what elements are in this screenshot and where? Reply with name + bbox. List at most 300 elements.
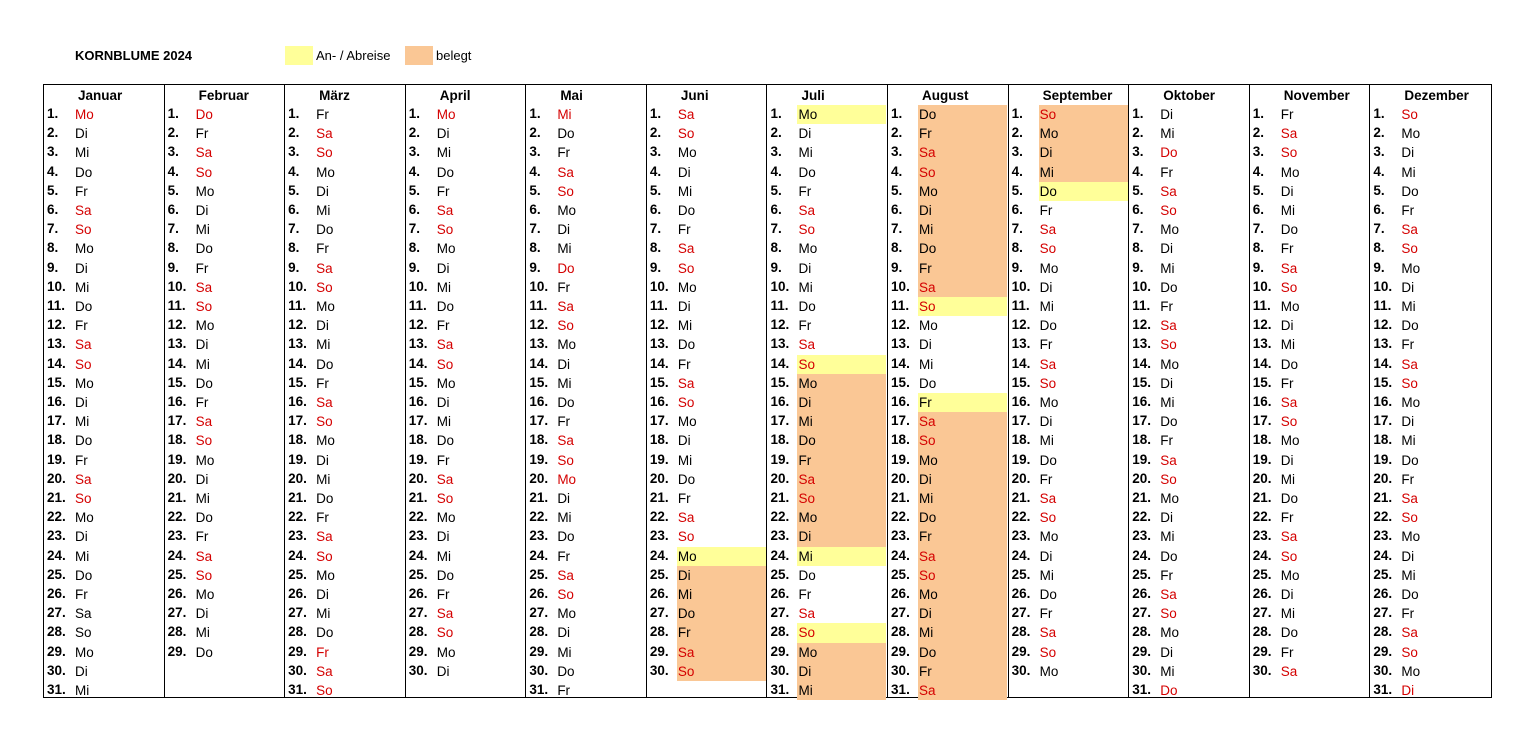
weekday-label: Mo	[918, 182, 1007, 201]
day-number: 9.	[288, 259, 300, 275]
day-number: 28.	[1011, 624, 1031, 640]
day-row	[767, 547, 887, 566]
day-number: 20.	[47, 470, 66, 486]
day-row	[526, 316, 646, 335]
day-row	[767, 105, 887, 124]
day-row	[285, 297, 405, 316]
day-number: 30.	[891, 662, 910, 678]
weekday-label: Mi	[75, 145, 90, 161]
weekday-label: Mi	[798, 279, 813, 295]
day-number: 31.	[770, 682, 790, 697]
day-row	[44, 681, 164, 700]
day-row	[1009, 201, 1129, 220]
weekday-label: Di	[1160, 241, 1173, 257]
day-number: 30.	[408, 662, 428, 678]
day-number: 30.	[1373, 662, 1393, 678]
day-row	[406, 662, 526, 681]
day-row	[647, 201, 767, 220]
weekday-label: Di	[436, 663, 450, 679]
day-row	[285, 163, 405, 182]
weekday-label: Do	[1401, 183, 1419, 199]
day-number: 12.	[47, 317, 66, 333]
day-row	[647, 470, 767, 489]
day-number: 21.	[288, 490, 307, 505]
day-number: 1.	[167, 106, 179, 121]
day-row	[285, 412, 405, 431]
day-number: 10.	[1011, 278, 1031, 294]
weekday-label: Di	[436, 126, 450, 142]
weekday-label: So	[1401, 241, 1418, 257]
weekday-label: Fr	[677, 222, 691, 238]
weekday-label: So	[797, 489, 886, 508]
day-row	[1370, 124, 1491, 143]
day-row	[767, 604, 887, 623]
weekday-label: So	[1160, 203, 1177, 218]
day-number: 17.	[891, 413, 910, 429]
day-number: 18.	[770, 432, 790, 448]
day-number: 16.	[891, 394, 910, 409]
day-row	[1009, 355, 1129, 374]
day-row	[1250, 431, 1370, 450]
day-row	[165, 163, 285, 182]
day-number: 12.	[1132, 317, 1151, 333]
day-number: 23.	[1373, 528, 1393, 544]
day-number: 5.	[1252, 182, 1265, 198]
day-number: 31.	[288, 682, 307, 697]
weekday-label: Mo	[1160, 491, 1179, 506]
day-row	[767, 297, 887, 316]
day-number: 22.	[1132, 509, 1151, 525]
day-number: 9.	[1011, 259, 1023, 275]
day-number: 8.	[1011, 240, 1023, 256]
day-row	[44, 585, 164, 604]
weekday-label: Di	[557, 222, 571, 238]
day-number: 1.	[649, 106, 662, 121]
weekday-label: Sa	[677, 643, 766, 662]
day-row	[165, 278, 285, 297]
day-number: 10.	[1373, 278, 1393, 294]
weekday-label: Mi	[1280, 337, 1296, 353]
weekday-label: Di	[436, 395, 450, 410]
day-number: 12.	[167, 317, 187, 333]
day-number: 26.	[167, 586, 187, 601]
weekday-label: Di	[195, 606, 209, 622]
day-number: 16.	[1011, 394, 1031, 409]
weekday-label: So	[1401, 107, 1418, 122]
day-row	[526, 508, 646, 527]
weekday-label: Mi	[677, 183, 693, 199]
day-number: 7.	[770, 221, 782, 237]
weekday-label: Sa	[316, 126, 333, 142]
day-number: 27.	[891, 605, 910, 621]
day-number: 18.	[1252, 432, 1272, 448]
weekday-label: Di	[1039, 279, 1053, 295]
day-number: 23.	[408, 528, 428, 544]
weekday-label: Di	[677, 164, 691, 180]
weekday-label: Di	[316, 318, 329, 334]
day-row	[1129, 316, 1249, 335]
weekday-label: Mo	[436, 644, 456, 660]
day-number: 29.	[1252, 643, 1272, 659]
day-row	[888, 623, 1008, 642]
weekday-label: Sa	[798, 337, 815, 353]
day-number: 11.	[1252, 298, 1271, 313]
day-row	[1129, 623, 1249, 642]
day-number: 14.	[408, 355, 428, 371]
day-row	[165, 451, 285, 470]
day-row	[1250, 335, 1370, 354]
weekday-label: Do	[195, 510, 213, 526]
weekday-label: Sa	[1039, 491, 1057, 506]
day-number: 7.	[1011, 221, 1023, 237]
weekday-label: Sa	[195, 145, 213, 161]
day-number: 11.	[770, 298, 789, 313]
day-row	[1129, 335, 1249, 354]
day-row	[1370, 143, 1491, 162]
day-number: 20.	[770, 470, 790, 486]
weekday-label: Do	[1039, 182, 1128, 201]
day-number: 19.	[770, 451, 790, 467]
day-row	[767, 143, 887, 162]
weekday-label: Mo	[798, 241, 818, 257]
day-row	[647, 355, 767, 374]
weekday-label: Mi	[1280, 471, 1296, 487]
day-row	[406, 508, 526, 527]
weekday-label: So	[1039, 105, 1128, 124]
day-number: 15.	[1252, 374, 1272, 390]
day-number: 26.	[47, 586, 66, 601]
weekday-label: So	[75, 491, 92, 506]
day-row	[526, 489, 646, 508]
day-row	[888, 470, 1008, 489]
day-number: 18.	[408, 432, 428, 448]
day-row	[647, 431, 767, 450]
day-number: 7.	[288, 221, 300, 237]
day-row	[647, 316, 767, 335]
day-row	[44, 566, 164, 585]
day-number: 19.	[47, 451, 66, 467]
weekday-label: Do	[436, 164, 454, 180]
day-row	[1129, 681, 1249, 700]
day-row	[526, 431, 646, 450]
day-row	[165, 470, 285, 489]
day-row	[888, 412, 1008, 431]
day-number: 9.	[529, 259, 541, 275]
day-row	[44, 643, 164, 662]
weekday-label: Mo	[195, 183, 215, 199]
weekday-label: Fr	[797, 451, 886, 470]
day-row	[767, 316, 887, 335]
weekday-label: So	[436, 625, 454, 641]
day-number: 3.	[1373, 144, 1385, 160]
weekday-label: Fr	[1280, 375, 1294, 391]
day-row	[1009, 527, 1129, 546]
day-number: 25.	[649, 566, 669, 582]
day-row	[526, 163, 646, 182]
day-row	[647, 163, 767, 182]
day-number: 5.	[891, 182, 903, 198]
weekday-label: So	[316, 414, 333, 430]
weekday-label: Di	[316, 452, 329, 468]
day-number: 11.	[167, 298, 186, 313]
weekday-label: Mi	[1401, 567, 1416, 583]
weekday-label: Do	[316, 356, 334, 372]
weekday-label: Do	[1039, 452, 1057, 468]
weekday-label: Do	[436, 299, 454, 314]
weekday-label: So	[918, 431, 1007, 450]
day-row	[1370, 451, 1491, 470]
day-number: 15.	[408, 374, 428, 390]
day-number: 31.	[1373, 682, 1393, 697]
day-row	[165, 124, 285, 143]
day-number: 8.	[770, 240, 782, 256]
weekday-label: Mi	[677, 318, 693, 334]
day-number: 17.	[288, 413, 307, 429]
day-number: 13.	[770, 336, 790, 352]
weekday-label: So	[195, 299, 213, 314]
day-row	[1370, 201, 1491, 220]
day-number: 13.	[891, 336, 910, 352]
day-number: 13.	[529, 336, 549, 352]
month-column	[647, 85, 768, 697]
day-number: 21.	[770, 490, 790, 505]
day-number: 25.	[770, 566, 790, 582]
day-row	[767, 239, 887, 258]
day-number: 24.	[47, 547, 66, 563]
day-number: 6.	[167, 202, 179, 217]
weekday-label: Mi	[1039, 567, 1054, 583]
weekday-label: Fr	[1039, 203, 1053, 218]
weekday-label: Do	[557, 529, 575, 545]
weekday-label: Fr	[316, 644, 329, 660]
weekday-label: Di	[918, 201, 1007, 220]
day-number: 10.	[1252, 278, 1272, 294]
weekday-label: Mi	[195, 625, 210, 641]
weekday-label: Mi	[677, 585, 766, 604]
weekday-label: Mo	[557, 606, 577, 622]
day-number: 24.	[1373, 547, 1393, 563]
day-number: 14.	[47, 355, 66, 371]
day-number: 19.	[649, 451, 669, 467]
day-row	[1250, 278, 1370, 297]
day-number: 16.	[1132, 394, 1151, 409]
day-row	[888, 278, 1008, 297]
weekday-label: Mi	[316, 337, 331, 353]
day-row	[1009, 489, 1129, 508]
day-number: 18.	[1011, 432, 1031, 448]
day-number: 25.	[408, 566, 428, 582]
day-row	[44, 316, 164, 335]
weekday-label: Mi	[797, 547, 886, 566]
day-row	[1009, 182, 1129, 201]
day-row	[1370, 643, 1491, 662]
day-row	[888, 163, 1008, 182]
day-row	[888, 335, 1008, 354]
day-row	[888, 259, 1008, 278]
weekday-label: Mi	[316, 606, 331, 622]
weekday-label: Do	[1280, 491, 1299, 506]
day-number: 17.	[1011, 413, 1031, 429]
day-number: 21.	[891, 490, 910, 505]
weekday-label: So	[1280, 279, 1298, 295]
day-number: 4.	[529, 163, 541, 179]
day-number: 25.	[1252, 566, 1272, 582]
day-row	[44, 508, 164, 527]
day-row	[1370, 335, 1491, 354]
page-title: KORNBLUME 2024	[75, 48, 193, 63]
day-row	[767, 124, 887, 143]
day-row	[647, 297, 767, 316]
day-number: 5.	[408, 182, 420, 198]
day-number: 19.	[1373, 451, 1393, 467]
weekday-label: Fr	[557, 414, 571, 430]
day-row	[165, 201, 285, 220]
day-number: 15.	[1373, 374, 1393, 390]
weekday-label: So	[1160, 471, 1177, 487]
day-row	[1129, 220, 1249, 239]
day-row	[767, 374, 887, 393]
day-number: 9.	[408, 259, 420, 275]
day-row	[1009, 163, 1129, 182]
day-row	[285, 547, 405, 566]
day-row	[888, 585, 1008, 604]
weekday-label: Sa	[1280, 126, 1298, 142]
day-row	[1129, 604, 1249, 623]
weekday-label: Fr	[557, 683, 571, 698]
weekday-label: Do	[1160, 414, 1178, 430]
day-row	[888, 643, 1008, 662]
day-number: 14.	[1011, 355, 1031, 371]
day-number: 24.	[1132, 547, 1151, 563]
day-row	[1129, 355, 1249, 374]
weekday-label: So	[75, 356, 92, 372]
day-number: 17.	[47, 413, 66, 429]
weekday-label: Do	[316, 491, 334, 506]
weekday-label: Mi	[436, 548, 451, 564]
day-row	[647, 239, 767, 258]
day-number: 30.	[770, 662, 790, 678]
day-number: 6.	[408, 202, 420, 217]
day-number: 6.	[1373, 202, 1385, 217]
day-row	[1009, 278, 1129, 297]
weekday-label: Do	[75, 299, 93, 314]
weekday-label: Fr	[1401, 203, 1415, 218]
weekday-label: Di	[918, 470, 1007, 489]
weekday-label: Mi	[195, 491, 210, 506]
weekday-label: Fr	[316, 107, 329, 122]
month-column	[1250, 85, 1371, 697]
weekday-label: Di	[1039, 414, 1053, 430]
day-row	[1250, 393, 1370, 412]
day-row	[1250, 355, 1370, 374]
day-number: 14.	[1132, 355, 1151, 371]
day-number: 18.	[891, 432, 910, 448]
day-number: 12.	[891, 317, 910, 333]
day-row	[1370, 259, 1491, 278]
day-row	[1009, 239, 1129, 258]
day-row	[526, 143, 646, 162]
weekday-label: Fr	[1280, 241, 1294, 257]
day-row	[1250, 585, 1370, 604]
month-column	[406, 85, 527, 697]
weekday-label: Di	[75, 395, 88, 410]
day-number: 26.	[891, 586, 910, 601]
weekday-label: Sa	[918, 143, 1007, 162]
day-number: 11.	[1011, 298, 1030, 313]
weekday-label: Do	[1160, 683, 1178, 698]
weekday-label: Mo	[75, 510, 94, 526]
day-row	[285, 220, 405, 239]
day-row	[44, 220, 164, 239]
day-row	[44, 451, 164, 470]
day-row	[1370, 239, 1491, 258]
day-row	[285, 335, 405, 354]
day-row	[526, 259, 646, 278]
weekday-label: Do	[798, 299, 816, 314]
weekday-label: Mi	[1160, 529, 1175, 545]
weekday-label: Fr	[918, 124, 1007, 143]
day-row	[526, 623, 646, 642]
weekday-label: Mi	[195, 222, 210, 238]
weekday-label: Sa	[195, 279, 213, 295]
weekday-label: Di	[797, 393, 886, 412]
weekday-label: So	[1160, 337, 1177, 353]
weekday-label: Do	[918, 105, 1007, 124]
day-row	[1250, 527, 1370, 546]
day-row	[1250, 623, 1370, 642]
day-row	[1250, 470, 1370, 489]
weekday-label: Mo	[1039, 124, 1128, 143]
day-row	[1009, 470, 1129, 489]
weekday-label: Do	[1160, 145, 1178, 161]
weekday-label: So	[436, 222, 454, 238]
day-number: 30.	[1252, 662, 1272, 678]
legend-swatch-booked	[405, 46, 433, 65]
weekday-label: Mi	[195, 356, 210, 372]
day-number: 28.	[288, 624, 307, 640]
day-number: 5.	[1373, 182, 1385, 198]
weekday-label: Sa	[316, 529, 333, 545]
day-number: 29.	[408, 643, 428, 659]
day-row	[1370, 278, 1491, 297]
day-row	[285, 643, 405, 662]
weekday-label: Fr	[75, 587, 88, 602]
day-number: 13.	[1132, 336, 1151, 352]
day-number: 21.	[1132, 490, 1151, 505]
day-number: 6.	[649, 202, 662, 217]
day-number: 8.	[1132, 240, 1144, 256]
weekday-label: Mo	[195, 318, 215, 334]
weekday-label: Do	[1039, 587, 1057, 602]
day-number: 11.	[1373, 298, 1392, 313]
day-row	[44, 527, 164, 546]
day-number: 12.	[408, 317, 428, 333]
day-row	[647, 508, 767, 527]
day-number: 29.	[1132, 643, 1151, 659]
day-number: 1.	[1373, 106, 1385, 121]
day-row	[1250, 316, 1370, 335]
day-row	[1250, 259, 1370, 278]
day-row	[1250, 662, 1370, 681]
day-number: 20.	[529, 470, 549, 486]
month-name: Dezember	[1404, 88, 1469, 103]
day-row	[406, 259, 526, 278]
day-row	[1370, 527, 1491, 546]
weekday-label: Mi	[1401, 164, 1416, 180]
weekday-label: Sa	[798, 606, 815, 622]
day-number: 29.	[649, 643, 669, 659]
day-number: 1.	[529, 106, 541, 121]
